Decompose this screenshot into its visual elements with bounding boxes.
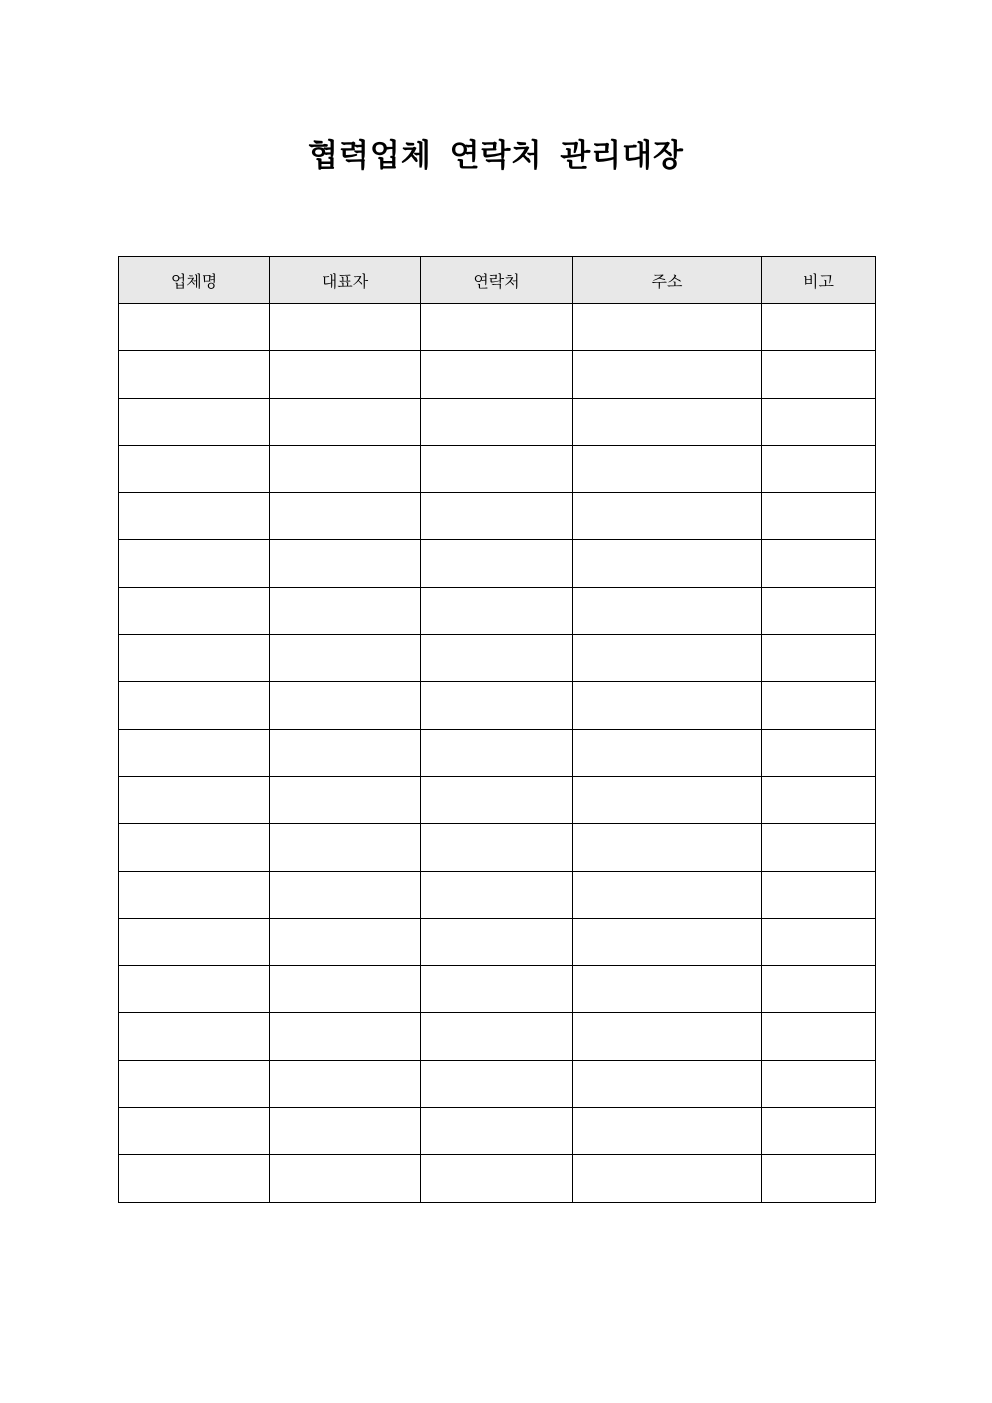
contact-cell — [421, 1013, 573, 1060]
representative-cell — [270, 540, 421, 587]
address-cell — [573, 540, 762, 587]
address-cell — [573, 729, 762, 776]
contact-cell — [421, 966, 573, 1013]
representative-cell — [270, 587, 421, 634]
company-name-cell — [119, 635, 270, 682]
representative-cell — [270, 918, 421, 965]
address-cell — [573, 918, 762, 965]
table-header-row — [119, 257, 876, 304]
table-row — [119, 682, 876, 729]
representative-cell — [270, 351, 421, 398]
address-cell — [573, 1060, 762, 1107]
contact-cell — [421, 587, 573, 634]
table-row — [119, 493, 876, 540]
company-name-cell — [119, 304, 270, 351]
table-row — [119, 776, 876, 823]
contact-cell — [421, 493, 573, 540]
table-row — [119, 398, 876, 445]
contact-cell — [421, 635, 573, 682]
table-row — [119, 351, 876, 398]
column-header-company-name: 업체명 — [119, 257, 270, 304]
address-cell — [573, 1108, 762, 1155]
table-body — [119, 304, 876, 1203]
remarks-cell — [762, 918, 876, 965]
contact-cell — [421, 776, 573, 823]
address-cell — [573, 445, 762, 492]
representative-cell — [270, 1155, 421, 1202]
address-cell — [573, 776, 762, 823]
remarks-cell — [762, 1060, 876, 1107]
company-name-cell — [119, 587, 270, 634]
remarks-cell — [762, 351, 876, 398]
company-name-cell — [119, 1108, 270, 1155]
remarks-cell — [762, 1155, 876, 1202]
table-row — [119, 729, 876, 776]
contact-cell — [421, 445, 573, 492]
contact-cell — [421, 682, 573, 729]
remarks-cell — [762, 682, 876, 729]
address-cell — [573, 493, 762, 540]
column-header-remarks: 비고 — [762, 257, 876, 304]
table-row — [119, 1108, 876, 1155]
remarks-cell — [762, 729, 876, 776]
table-row — [119, 445, 876, 492]
remarks-cell — [762, 871, 876, 918]
table-row — [119, 918, 876, 965]
table-row — [119, 635, 876, 682]
representative-cell — [270, 1013, 421, 1060]
contact-cell — [421, 1108, 573, 1155]
remarks-cell — [762, 635, 876, 682]
address-cell — [573, 682, 762, 729]
company-name-cell — [119, 493, 270, 540]
address-cell — [573, 635, 762, 682]
contact-cell — [421, 729, 573, 776]
remarks-cell — [762, 304, 876, 351]
company-name-cell — [119, 1155, 270, 1202]
company-name-cell — [119, 966, 270, 1013]
company-name-cell — [119, 729, 270, 776]
company-name-cell — [119, 540, 270, 587]
remarks-cell — [762, 966, 876, 1013]
representative-cell — [270, 398, 421, 445]
address-cell — [573, 1013, 762, 1060]
table-row — [119, 540, 876, 587]
remarks-cell — [762, 398, 876, 445]
contact-cell — [421, 1155, 573, 1202]
table-row — [119, 304, 876, 351]
representative-cell — [270, 729, 421, 776]
table-row — [119, 1060, 876, 1107]
remarks-cell — [762, 540, 876, 587]
table-row — [119, 1155, 876, 1202]
contact-cell — [421, 824, 573, 871]
company-name-cell — [119, 1013, 270, 1060]
column-header-contact: 연락처 — [421, 257, 573, 304]
contact-cell — [421, 918, 573, 965]
contact-cell — [421, 540, 573, 587]
column-header-representative: 대표자 — [270, 257, 421, 304]
representative-cell — [270, 1060, 421, 1107]
address-cell — [573, 966, 762, 1013]
address-cell — [573, 398, 762, 445]
representative-cell — [270, 824, 421, 871]
remarks-cell — [762, 824, 876, 871]
table-row — [119, 966, 876, 1013]
representative-cell — [270, 635, 421, 682]
company-name-cell — [119, 824, 270, 871]
representative-cell — [270, 682, 421, 729]
remarks-cell — [762, 587, 876, 634]
address-cell — [573, 304, 762, 351]
company-name-cell — [119, 682, 270, 729]
company-name-cell — [119, 1060, 270, 1107]
remarks-cell — [762, 1108, 876, 1155]
representative-cell — [270, 1108, 421, 1155]
contact-cell — [421, 871, 573, 918]
representative-cell — [270, 445, 421, 492]
contact-register-table — [118, 256, 876, 1203]
table-row — [119, 871, 876, 918]
table-row — [119, 824, 876, 871]
representative-cell — [270, 304, 421, 351]
representative-cell — [270, 966, 421, 1013]
remarks-cell — [762, 493, 876, 540]
contact-cell — [421, 398, 573, 445]
contact-cell — [421, 304, 573, 351]
company-name-cell — [119, 918, 270, 965]
company-name-cell — [119, 871, 270, 918]
address-cell — [573, 351, 762, 398]
address-cell — [573, 1155, 762, 1202]
company-name-cell — [119, 351, 270, 398]
remarks-cell — [762, 1013, 876, 1060]
address-cell — [573, 871, 762, 918]
representative-cell — [270, 871, 421, 918]
contact-cell — [421, 351, 573, 398]
company-name-cell — [119, 445, 270, 492]
table-row — [119, 587, 876, 634]
representative-cell — [270, 493, 421, 540]
representative-cell — [270, 776, 421, 823]
page-title: 협력업체 연락처 관리대장 — [308, 138, 684, 174]
contact-cell — [421, 1060, 573, 1107]
remarks-cell — [762, 445, 876, 492]
address-cell — [573, 824, 762, 871]
table-row — [119, 1013, 876, 1060]
company-name-cell — [119, 398, 270, 445]
address-cell — [573, 587, 762, 634]
column-header-address: 주소 — [573, 257, 762, 304]
company-name-cell — [119, 776, 270, 823]
remarks-cell — [762, 776, 876, 823]
